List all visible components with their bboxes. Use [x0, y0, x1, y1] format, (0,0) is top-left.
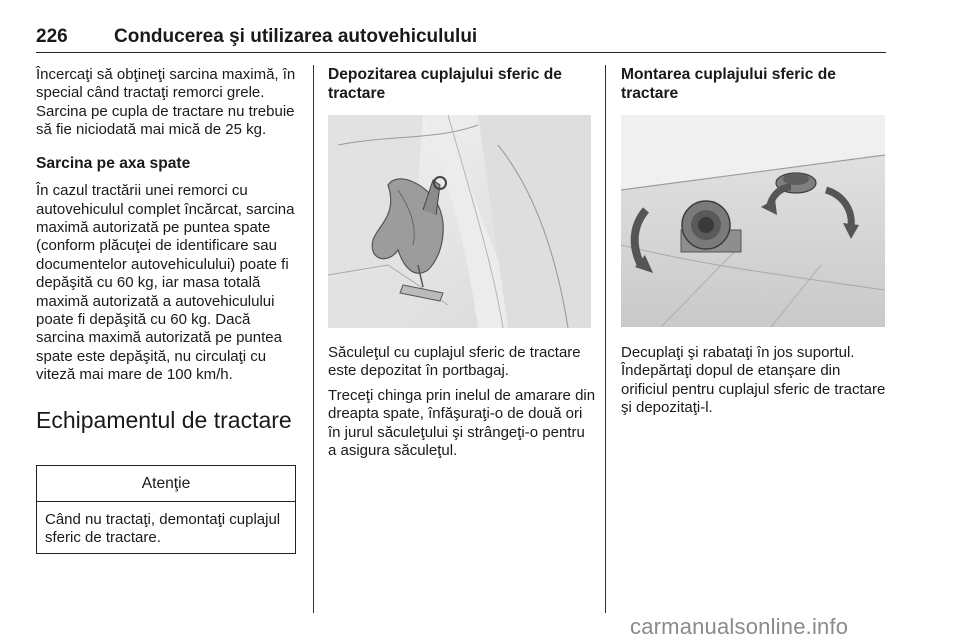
- column-middle-text: [328, 344, 596, 460]
- page-number: 226: [36, 26, 68, 47]
- page-title: Conducerea şi utilizarea autovehiculului: [114, 26, 478, 47]
- column-divider: [313, 65, 314, 613]
- intro-paragraph: Încercaţi să obţineţi sarcina maximă, în special când tractaţi remorci grele. Sarcina pe cupla de tractare nu trebuie să fie niciodată mai mică de 25 kg.: [36, 66, 296, 139]
- column-right: [621, 66, 889, 103]
- column-left: [36, 66, 302, 434]
- warning-text: Când nu tractaţi, demontaţi cuplajul sferic de tractare.: [45, 511, 281, 547]
- column-divider: [605, 65, 606, 613]
- rear-axle-paragraph: În cazul tractării unei remorci cu autovehiculul complet încărcat, sarcina maximă autorizată pe puntea spate (conform plăcuţei de identificare sau documentelor autovehiculului) poate fi depăşită cu 60 kg, iar masa totală maximă autorizată a autovehiculului poate fi depăşită cu 60 kg. Dacă sarcina maximă autorizată pe puntea spate este depăşită, nu circulaţi cu viteză mai mare de 100 km/h.: [36, 182, 295, 384]
- page-header: [36, 26, 886, 53]
- column-right-text: [621, 344, 889, 418]
- storage-caption: Săculeţul cu cuplajul sferic de tractare este depozitat în portbagaj.: [328, 344, 581, 380]
- warning-box: [36, 465, 296, 554]
- warning-title: Atenţie: [37, 466, 295, 502]
- rear-axle-heading: Sarcina pe axa spate: [36, 154, 191, 172]
- watermark: carmanualsonline.info: [630, 614, 849, 639]
- mounting-instructions: Decuplaţi şi rabataţi în jos suportul. Îndepărtaţi dopul de etanşare din orificiul pentru cuplajul sferic de tractare şi depozitaţi-l.: [621, 344, 886, 417]
- towbar-mounting-illustration: [621, 115, 885, 327]
- storage-heading: Depozitarea cuplajului sferic de tractare: [328, 66, 562, 102]
- section-title: Echipamentul de tractare: [36, 406, 292, 433]
- mounting-heading: Montarea cuplajului sferic de tractare: [621, 66, 836, 102]
- storage-instructions: Treceţi chinga prin inelul de amarare din dreapta spate, înfăşuraţi-o de două ori în jurul săculeţului şi strângeţi-o pentru a asigura săculeţul.: [328, 386, 596, 460]
- trunk-storage-illustration: [328, 115, 591, 328]
- column-middle: [328, 66, 596, 103]
